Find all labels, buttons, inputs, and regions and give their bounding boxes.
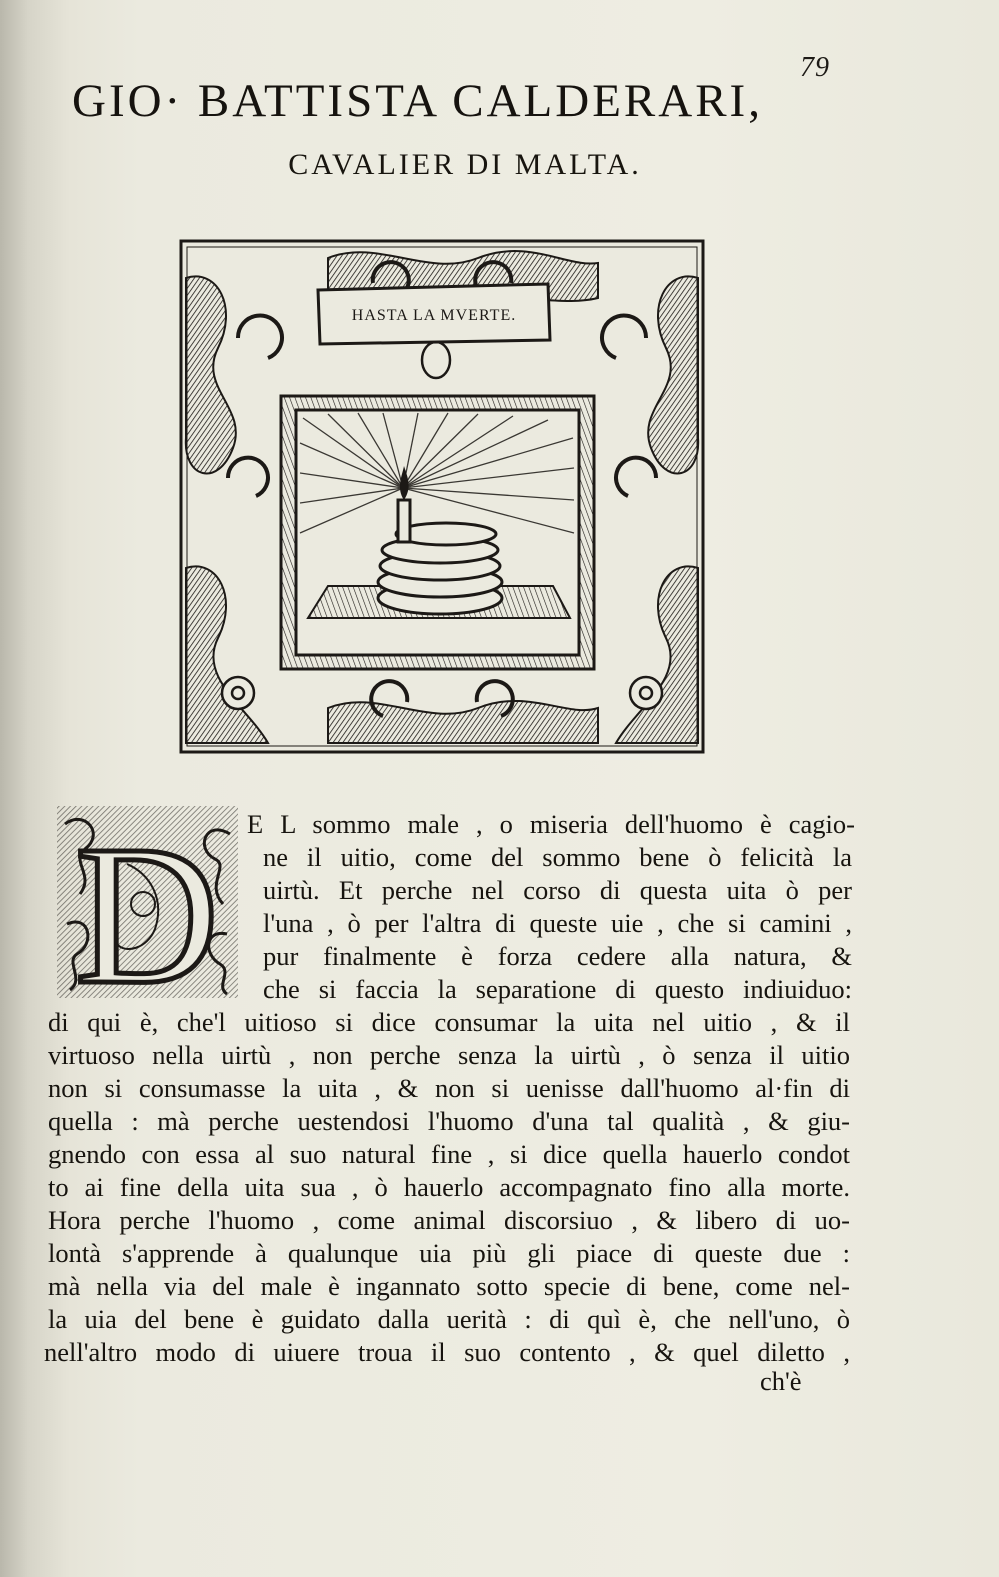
- text-line: quella : mà perche uestendosi l'huomo d'una tal qualità , & giu-: [48, 1106, 850, 1136]
- text-line: virtuoso nella uirtù , non perche senza la uirtù , ò senza il uitio: [48, 1040, 850, 1070]
- text-line: to ai fine della uita sua , ò hauerlo accompagnato fino alla morte.: [48, 1172, 850, 1202]
- emblem-woodcut: [178, 238, 706, 755]
- page-title: GIO· BATTISTA CALDERARI,: [72, 75, 763, 127]
- text-line: la uia del bene è guidato dalla uerità : di quì è, che nell'uno, ò: [48, 1304, 850, 1334]
- text-line: E L sommo male , o miseria dell'huomo è cagio-: [247, 809, 855, 839]
- text-line: che si faccia la separatione di questo indiuiduo:: [263, 974, 852, 1004]
- text-line: non si consumasse la uita , & non si uenisse dall'huomo al·fin di: [48, 1073, 850, 1103]
- page-number: 79: [800, 52, 830, 83]
- initial-letter-illustration: [55, 804, 240, 1000]
- text-line: uirtù. Et perche nel corso di questa uita ò per: [263, 875, 852, 905]
- text-line: di qui è, che'l uitioso si dice consumar la uita nel uitio , & il: [48, 1007, 850, 1037]
- text-line: ne il uitio, come del sommo bene ò felicità la: [263, 842, 852, 872]
- page-subtitle: CAVALIER DI MALTA.: [288, 148, 642, 181]
- catchword: ch'è: [760, 1366, 802, 1396]
- text-line: lontà s'apprende à qualunque uia più gli piace di queste due :: [48, 1238, 850, 1268]
- emblem-illustration: [178, 238, 706, 755]
- text-line: mà nella via del male è ingannato sotto specie di bene, come nel-: [48, 1271, 850, 1301]
- initial-letter: D: [74, 805, 220, 1000]
- text-line: l'una , ò per l'altra di queste uie , che si camini ,: [263, 908, 852, 938]
- text-line: pur finalmente è forza cedere alla natura, &: [263, 941, 852, 971]
- emblem-motto: HASTA LA MVERTE.: [351, 307, 517, 324]
- text-line: Hora perche l'huomo , come animal discorsiuo , & libero di uo-: [48, 1205, 850, 1235]
- decorated-initial: [55, 804, 240, 1000]
- text-line: nell'altro modo di uiuere troua il suo contento , & quel diletto ,: [44, 1337, 850, 1367]
- text-line: gnendo con essa al suo natural fine , si dice quella hauerlo condot: [48, 1139, 850, 1169]
